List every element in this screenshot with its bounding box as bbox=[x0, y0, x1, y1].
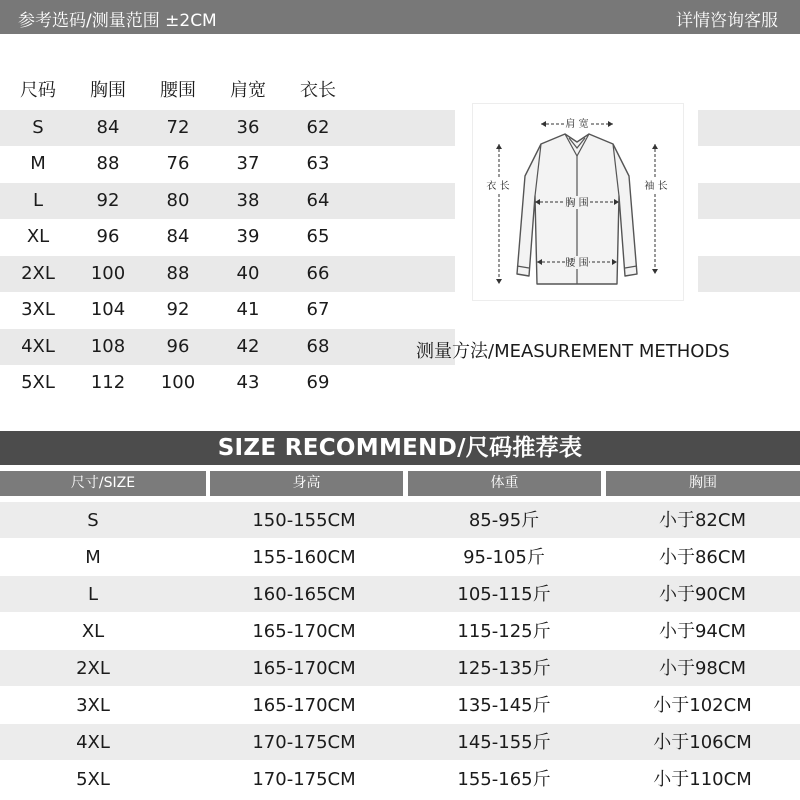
chest-cell: 小于86CM bbox=[658, 547, 746, 568]
size-chart-row bbox=[0, 146, 455, 183]
size-cell: 3XL bbox=[76, 695, 110, 716]
measure-range-title: 参考选码/测量范围 ±2CM bbox=[18, 11, 217, 31]
recommend-table bbox=[0, 502, 800, 798]
chest-cell: 小于102CM bbox=[653, 695, 752, 716]
size-chart-row bbox=[0, 219, 455, 256]
chest-cell: 108 bbox=[90, 335, 126, 357]
waist-cell: 76 bbox=[166, 153, 190, 174]
size-chart-header bbox=[0, 73, 455, 110]
weight-cell: 145-155斤 bbox=[457, 732, 551, 753]
shoulder-cell: 36 bbox=[236, 116, 260, 138]
sleeve-label: 袖 长 bbox=[644, 181, 668, 192]
size-chart-row bbox=[0, 256, 455, 293]
shoulder-cell: 40 bbox=[236, 262, 260, 284]
chest-cell: 104 bbox=[90, 299, 126, 320]
length-cell: 63 bbox=[306, 153, 330, 174]
length-cell: 64 bbox=[306, 189, 330, 211]
height-cell: 170-175CM bbox=[252, 769, 356, 790]
height-cell: 170-175CM bbox=[252, 732, 356, 753]
size-chart-row bbox=[0, 329, 455, 366]
header-size: 尺寸/SIZE bbox=[0, 471, 206, 496]
waist-label: 腰 围 bbox=[565, 258, 589, 269]
size-cell: XL bbox=[81, 621, 105, 642]
size-cell: L bbox=[87, 584, 99, 605]
size-chart-row bbox=[0, 110, 455, 147]
chest-cell: 100 bbox=[90, 262, 126, 284]
recommend-header bbox=[0, 471, 800, 496]
shoulder-cell: 43 bbox=[236, 372, 260, 393]
size-cell: S bbox=[32, 116, 44, 138]
measurement-diagram bbox=[472, 103, 684, 301]
col-header-length: 衣长 bbox=[300, 80, 336, 101]
chest-cell: 88 bbox=[96, 153, 120, 174]
waist-cell: 80 bbox=[166, 189, 190, 211]
size-cell: 3XL bbox=[21, 299, 55, 320]
recommend-row bbox=[0, 724, 800, 761]
chest-cell: 112 bbox=[90, 372, 126, 393]
weight-cell: 85-95斤 bbox=[468, 510, 540, 531]
recommend-row bbox=[0, 761, 800, 798]
waist-cell: 72 bbox=[166, 116, 190, 138]
col-header-waist: 腰围 bbox=[160, 80, 196, 101]
size-cell: XL bbox=[26, 226, 50, 247]
row-stripe bbox=[698, 183, 800, 220]
waist-cell: 96 bbox=[166, 335, 190, 357]
length-cell: 65 bbox=[306, 226, 330, 247]
size-cell: 4XL bbox=[21, 335, 55, 357]
height-cell: 150-155CM bbox=[252, 510, 356, 531]
size-cell: S bbox=[87, 510, 99, 531]
length-cell: 66 bbox=[306, 262, 330, 284]
shoulder-cell: 42 bbox=[236, 335, 260, 357]
top-bar bbox=[0, 0, 800, 34]
size-chart-row bbox=[0, 292, 455, 329]
shoulder-cell: 38 bbox=[236, 189, 260, 211]
chest-cell: 小于82CM bbox=[658, 510, 746, 531]
row-stripe bbox=[698, 256, 800, 293]
recommend-row bbox=[0, 613, 800, 650]
chest-label: 胸 围 bbox=[565, 198, 589, 209]
weight-cell: 155-165斤 bbox=[457, 769, 551, 790]
size-cell: M bbox=[30, 153, 46, 174]
length-cell: 62 bbox=[306, 116, 330, 138]
col-header-chest: 胸围 bbox=[90, 80, 126, 101]
length-cell: 69 bbox=[306, 372, 330, 393]
height-cell: 165-170CM bbox=[252, 658, 356, 679]
size-cell: 2XL bbox=[21, 262, 55, 284]
height-cell: 165-170CM bbox=[252, 621, 356, 642]
height-cell: 165-170CM bbox=[252, 695, 356, 716]
col-header-shoulder: 肩宽 bbox=[230, 80, 266, 101]
size-chart-row bbox=[0, 365, 455, 402]
shoulder-cell: 41 bbox=[236, 299, 260, 320]
recommend-row bbox=[0, 576, 800, 613]
chest-cell: 小于98CM bbox=[658, 658, 746, 679]
weight-cell: 115-125斤 bbox=[457, 621, 551, 642]
height-cell: 160-165CM bbox=[252, 584, 356, 605]
chest-cell: 小于90CM bbox=[658, 584, 746, 605]
recommend-row bbox=[0, 539, 800, 576]
customer-service-link[interactable]: 详情咨询客服 bbox=[676, 11, 778, 31]
header-chest: 胸围 bbox=[606, 471, 800, 496]
size-cell: 5XL bbox=[21, 372, 55, 393]
measurement-caption: 测量方法/MEASUREMENT METHODS bbox=[416, 341, 730, 362]
chest-cell: 小于94CM bbox=[658, 621, 746, 642]
length-cell: 67 bbox=[306, 299, 330, 320]
weight-cell: 95-105斤 bbox=[463, 547, 545, 568]
waist-cell: 92 bbox=[166, 299, 190, 320]
size-cell: 4XL bbox=[76, 732, 110, 753]
shoulder-cell: 37 bbox=[236, 153, 260, 174]
chest-cell: 小于106CM bbox=[653, 732, 752, 753]
header-weight: 体重 bbox=[408, 471, 601, 496]
chest-cell: 96 bbox=[96, 226, 120, 247]
height-cell: 155-160CM bbox=[252, 547, 356, 568]
weight-cell: 125-135斤 bbox=[457, 658, 551, 679]
header-height: 身高 bbox=[210, 471, 403, 496]
weight-cell: 105-115斤 bbox=[457, 584, 551, 605]
waist-cell: 100 bbox=[160, 372, 196, 393]
size-cell: 5XL bbox=[76, 769, 110, 790]
shoulder-cell: 39 bbox=[236, 226, 260, 247]
waist-cell: 84 bbox=[166, 226, 190, 247]
chest-cell: 84 bbox=[96, 116, 120, 138]
length-cell: 68 bbox=[306, 335, 330, 357]
chest-cell: 小于110CM bbox=[653, 769, 752, 790]
size-chart-row bbox=[0, 183, 455, 220]
recommend-title: SIZE RECOMMEND/尺码推荐表 bbox=[0, 431, 800, 465]
weight-cell: 135-145斤 bbox=[457, 695, 551, 716]
recommend-row bbox=[0, 650, 800, 687]
waist-cell: 88 bbox=[166, 262, 190, 284]
chest-cell: 92 bbox=[96, 189, 120, 211]
size-cell: L bbox=[32, 189, 44, 211]
size-cell: 2XL bbox=[76, 658, 110, 679]
size-cell: M bbox=[85, 547, 101, 568]
row-stripe bbox=[698, 110, 800, 147]
shirt-diagram-icon bbox=[473, 104, 683, 300]
shoulder-label: 肩 宽 bbox=[565, 119, 589, 130]
recommend-row bbox=[0, 502, 800, 539]
col-header-size: 尺码 bbox=[20, 80, 56, 101]
size-chart bbox=[0, 73, 455, 402]
recommend-row bbox=[0, 687, 800, 724]
length-label: 衣 长 bbox=[486, 181, 510, 192]
